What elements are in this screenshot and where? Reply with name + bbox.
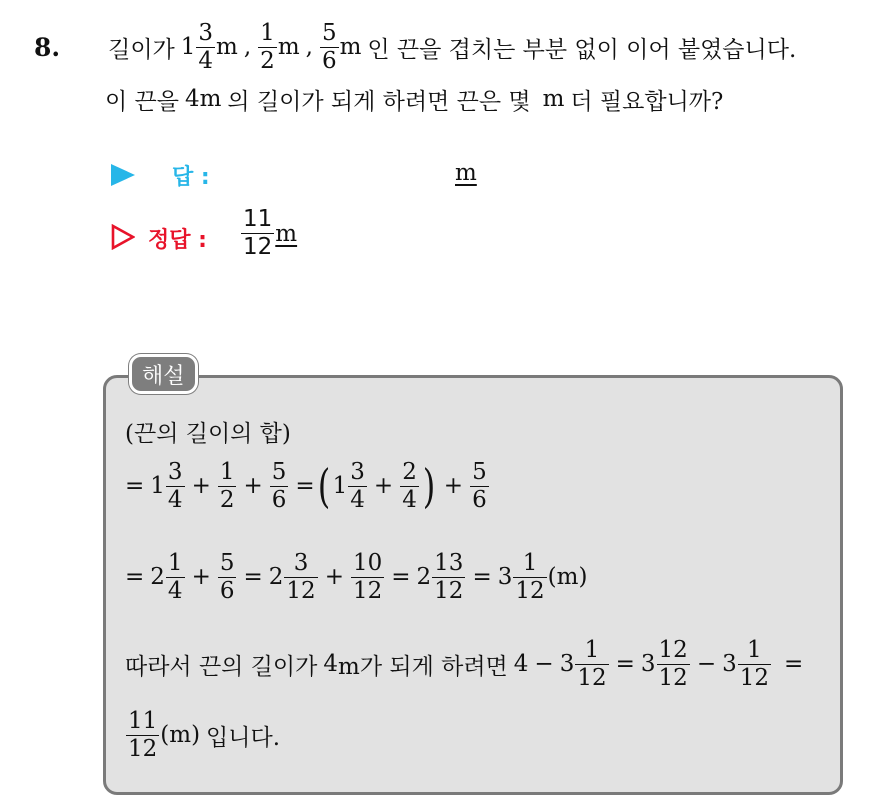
unit-paren: (m) [547,564,588,590]
unit-m: m [339,34,362,60]
comma: , [305,34,313,60]
equals: = [391,564,411,590]
problem-text-1a: 길이가 [108,36,175,63]
correct-value [240,208,297,259]
equals: = [125,473,145,499]
solution-text: m가 되게 하려면 [338,653,508,680]
whole: 1 [332,473,348,499]
left-paren: ( [317,459,330,513]
fraction: $\frac{1}{12}$ [515,549,545,604]
fraction: $\frac{3}{4}$ [350,458,365,513]
problem-text-2c: 더 필요합니까? [570,88,724,115]
unit-m: m [542,86,565,112]
answer-unit: m [455,160,477,186]
equals: = [125,564,145,590]
unit-m: m [199,86,222,112]
problem-number: 8. [34,32,61,62]
equals: = [295,473,315,499]
fraction: $\frac{5}{6}$ [219,549,235,604]
length-1-whole: 1 [180,34,196,60]
number: 4 [513,651,529,677]
problem-line-1 [34,19,797,74]
fraction: $\frac{12}{12}$ [658,636,688,691]
plus: + [191,564,211,590]
target-length: 4 [323,651,339,677]
solution-line-2 [125,456,490,516]
solution-text: 따라서 끈의 길이가 [125,653,318,680]
answer-arrow-icon [111,164,135,186]
target-length: 4 [184,86,200,112]
fraction: $\frac{1}{4}$ [167,549,183,604]
length-2-fraction: $\frac{1}{2}$ [260,19,275,74]
whole: 3 [722,651,737,677]
whole: 3 [559,651,575,677]
fraction: $\frac{5}{6}$ [472,458,487,513]
solution-text: 입니다. [206,724,281,751]
equals: = [784,651,804,677]
fraction: $\frac{11}{12}$ [128,707,158,762]
fraction: $\frac{5}{6}$ [271,458,287,513]
minus: − [534,651,554,677]
fraction: $\frac{3}{4}$ [167,458,183,513]
length-3-fraction: $\frac{5}{6}$ [321,19,337,74]
whole: 3 [640,651,656,677]
unit-m: m [277,34,300,60]
fraction: $\frac{1}{12}$ [739,636,770,691]
solution-line-3 [125,547,587,607]
plus: + [373,473,394,499]
whole: 2 [416,564,432,590]
minus: − [696,651,717,677]
plus: + [324,564,344,590]
whole: 1 [150,473,165,499]
length-1-fraction: $\frac{3}{4}$ [198,19,214,74]
solution-line-4 [125,634,803,694]
plus: + [191,473,211,499]
fraction: $\frac{2}{4}$ [402,458,417,513]
correct-unit: m [275,220,298,247]
problem-text-1b: 인 끈을 겹치는 부분 없이 이어 붙였습니다. [367,36,797,63]
solution-line-1 [125,415,291,447]
unit-m: m [216,34,238,60]
correct-label: 정답 : [148,228,207,253]
equals: = [615,651,635,677]
solution-line-5 [125,705,280,765]
problem-text-2b: 의 길이가 되게 하려면 끈은 몇 [227,88,531,115]
correct-arrow-icon [111,224,135,250]
unit-paren: (m) [160,722,201,748]
fraction: $\frac{1}{12}$ [577,636,607,691]
whole: 2 [268,564,284,590]
equals: = [472,564,492,590]
equals: = [243,564,263,590]
answer-label: 답 : [172,165,210,190]
fraction: $\frac{10}{12}$ [352,549,383,604]
whole: 2 [150,564,165,590]
fraction: $\frac{1}{2}$ [219,458,235,513]
fraction: $\frac{13}{12}$ [434,549,464,604]
comma: , [243,34,252,60]
fraction: $\frac{3}{12}$ [286,549,316,604]
solution-tag: 해설 [129,354,198,394]
solution-heading: (끈의 길이의 합) [125,420,291,447]
right-paren: ) [422,459,436,513]
problem-line-2 [105,82,723,116]
whole: 3 [497,564,513,590]
plus: + [243,473,263,499]
plus: + [443,473,464,499]
problem-text-2a: 이 끈을 [105,88,179,115]
correct-fraction: $\frac{11}{12}$ [243,206,273,260]
